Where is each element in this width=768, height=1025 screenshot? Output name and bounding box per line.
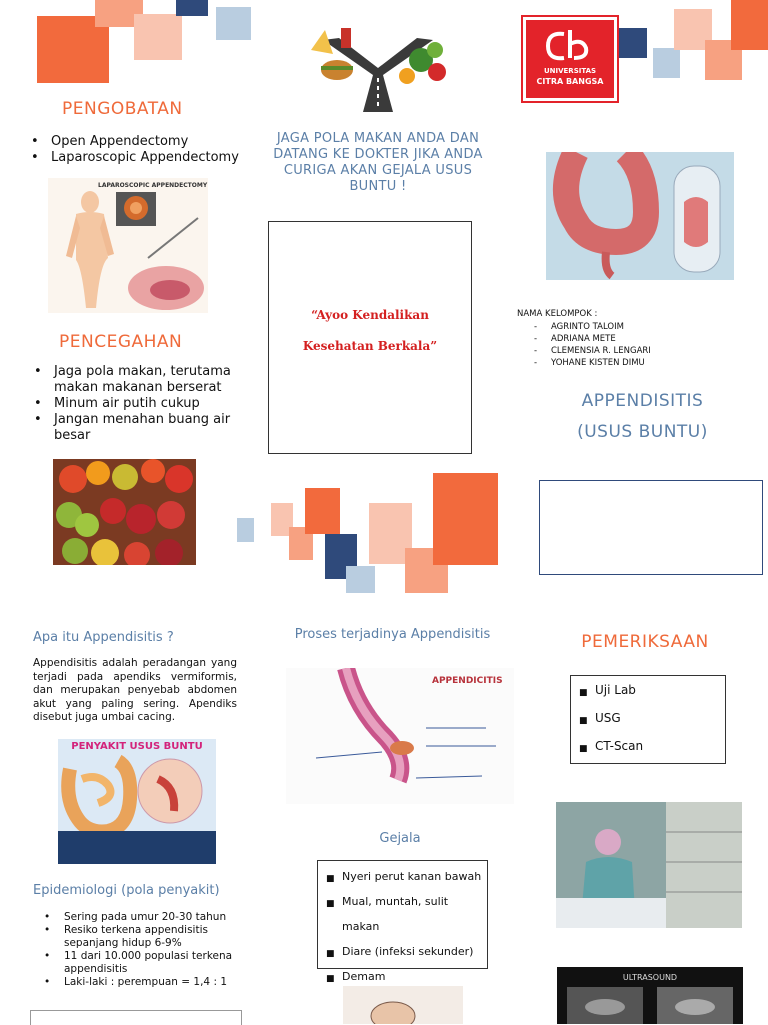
list-item: • 11 dari 10.000 populasi terkena appendisitis	[56, 950, 256, 976]
ultrasound-label: ULTRASOUND	[622, 973, 678, 982]
deco-square	[134, 14, 182, 60]
laparoscopic-illustration	[48, 178, 208, 313]
list-item: • Laparoscopic Appendectomy	[43, 150, 273, 166]
pencegahan-list	[28, 364, 256, 444]
deco-square	[433, 473, 498, 565]
quote-box	[268, 221, 472, 454]
empty-box	[539, 480, 763, 575]
drawing-title: APPENDICITIS	[432, 676, 503, 686]
list-item: • Minum air putih cukup	[46, 396, 256, 412]
list-item: ■ Nyeri perut kanan bawah	[326, 864, 487, 889]
poster-title: PENYAKIT USUS BUNTU	[71, 741, 203, 752]
deco-square	[731, 0, 768, 50]
university-logo	[523, 17, 617, 101]
fruits-photo	[53, 459, 196, 565]
pengobatan-title: PENGOBATAN	[62, 99, 183, 119]
list-item: • Resiko terkena appendisitis sepanjang hidup 6-9%	[56, 924, 256, 950]
deco-square	[216, 7, 251, 40]
deco-square	[237, 518, 254, 542]
deco-square	[619, 28, 647, 58]
illustration-caption: LAPAROSCOPIC APPENDECTOMY	[98, 182, 208, 189]
list-item: • Jangan menahan buang air besar	[46, 412, 256, 444]
deco-square	[176, 0, 208, 16]
members-list	[534, 321, 651, 369]
list-item: ■ Uji Lab	[579, 676, 643, 704]
list-item: • Jaga pola makan, terutama makan makanan berserat	[46, 364, 256, 396]
pemeriksaan-list	[579, 676, 643, 760]
nama-kelompok-label: NAMA KELOMPOK :	[517, 309, 598, 319]
ultrasound-image	[557, 967, 743, 1024]
list-item: ■ USG	[579, 704, 643, 732]
list-item: ■ Mual, muntah, sulit makan	[326, 889, 487, 939]
quote-line: Kesehatan Berkala”	[302, 339, 438, 353]
pengobatan-list	[25, 134, 273, 166]
gejala-title: Gejala	[379, 831, 421, 846]
list-item: - CLEMENSIA R. LENGARI	[534, 346, 651, 356]
pemeriksaan-box	[570, 675, 726, 764]
list-item: • Open Appendectomy	[43, 134, 273, 150]
logo-text: CITRA BANGSA	[536, 77, 604, 86]
deco-square	[305, 488, 340, 534]
epidemiologi-title: Epidemiologi (pola penyakit)	[33, 883, 220, 898]
list-item: ■ Diare (infeksi sekunder)	[326, 939, 487, 964]
proses-title: Proses terjadinya Appendisitis	[294, 627, 491, 642]
quote-line: “Ayoo Kendalikan	[311, 308, 429, 322]
list-item: - ADRIANA METE	[534, 334, 616, 344]
deco-square	[346, 566, 375, 593]
list-item: ■ CT-Scan	[579, 732, 643, 760]
apa-itu-text: Appendisitis adalah peradangan yang terjadi pada apendiks vermiformis, dan merupakan penyebab abdomen akut yang paling sering. Apendiks disebut juga umbai cacing.	[33, 657, 237, 723]
logo-mark-icon	[526, 22, 614, 72]
intestine-anatomy-illustration	[546, 152, 734, 280]
main-title: (USUS BUNTU)	[577, 422, 708, 442]
appendicitis-drawing	[286, 668, 514, 804]
tagline: JAGA POLA MAKAN ANDA DAN DATANG KE DOKTER JIKA ANDA CURIGA AKAN GEJALA USUS BUNTU !	[273, 131, 483, 194]
list-item: - YOHANE KISTEN DIMU	[534, 358, 645, 368]
food-choice-illustration	[303, 20, 453, 112]
epidemiologi-list	[38, 911, 256, 989]
gejala-list	[326, 864, 487, 989]
gejala-box	[317, 860, 488, 983]
list-item: • Laki-laki : perempuan = 1,4 : 1	[56, 976, 256, 989]
logo-text: UNIVERSITAS	[543, 67, 597, 75]
pemeriksaan-title: PEMERIKSAAN	[581, 632, 709, 652]
lab-photo	[556, 802, 742, 928]
patient-illustration	[343, 986, 463, 1024]
deco-square	[653, 48, 680, 78]
list-item: - AGRINTO TALOIM	[534, 322, 624, 332]
apa-itu-title: Apa itu Appendisitis ?	[33, 630, 174, 645]
list-item: ■ Demam	[326, 964, 487, 989]
pencegahan-title: PENCEGAHAN	[59, 332, 183, 352]
list-item: • Sering pada umur 20-30 tahun	[56, 911, 256, 924]
chart-fragment	[30, 1010, 242, 1025]
penyakit-usus-buntu-poster	[58, 739, 216, 864]
main-title: APPENDISITIS	[581, 391, 704, 411]
